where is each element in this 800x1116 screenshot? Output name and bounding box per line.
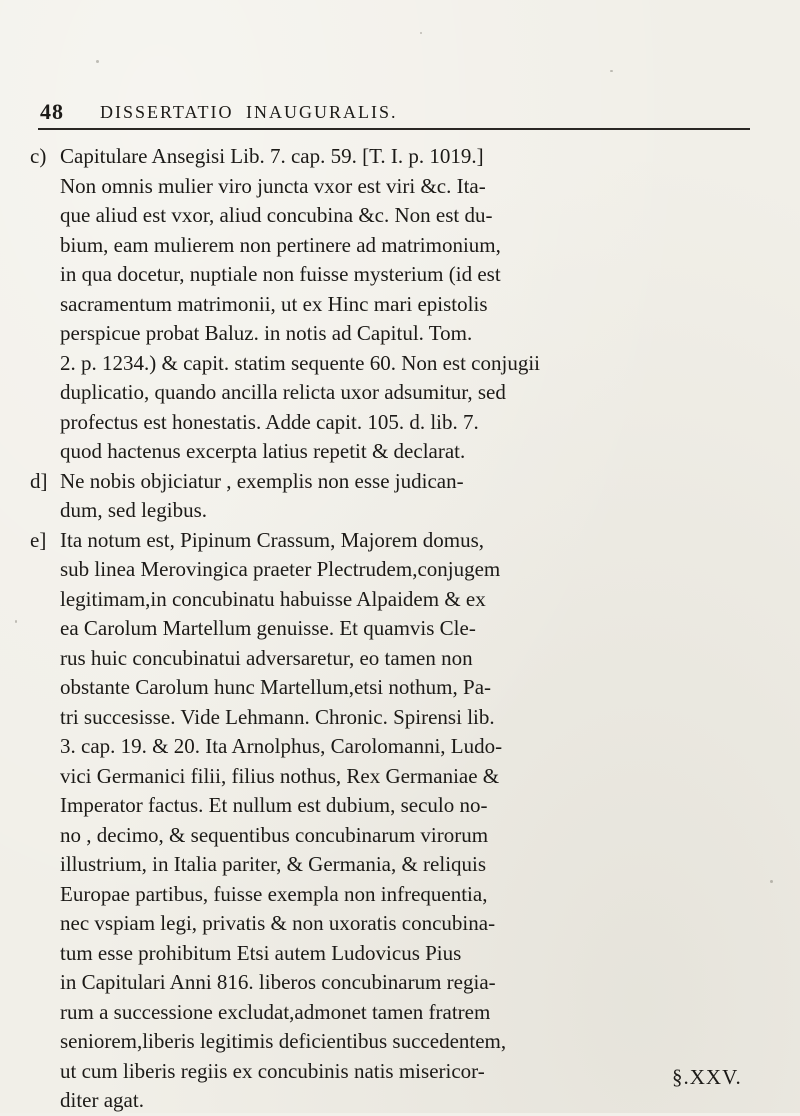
catchword: §.XXV. bbox=[672, 1065, 742, 1089]
footnote-label: c) bbox=[30, 144, 47, 168]
running-head: DISSERTATIO INAUGURALIS. bbox=[100, 102, 398, 122]
header-rule bbox=[38, 128, 750, 130]
footnote bbox=[30, 526, 765, 1116]
footnote-line: seniorem,liberis legitimis deficientibus succedentem, bbox=[60, 1029, 507, 1053]
footnote-line: perspicue probat Baluz. in notis ad Capitul. Tom. bbox=[60, 321, 473, 345]
paper-speck bbox=[420, 32, 422, 34]
footnote-line: nec vspiam legi, privatis & non uxoratis concubina- bbox=[60, 911, 496, 935]
footnote-line: 2. p. 1234.) & capit. statim sequente 60. Non est conjugii bbox=[60, 350, 541, 375]
footnote-line: Non omnis mulier viro juncta vxor est viri &c. Ita- bbox=[60, 173, 486, 198]
footnote-line: vici Germanici filii, filius nothus, Rex Germaniae & bbox=[60, 763, 500, 788]
footnote-line: dum, sed legibus. bbox=[60, 498, 207, 522]
footnote bbox=[30, 467, 765, 526]
paper-speck bbox=[15, 620, 17, 623]
footnote-line: ea Carolum Martellum genuisse. Et quamvis Cle- bbox=[60, 616, 476, 640]
footnote-line: que aliud est vxor, aliud concubina &c. Non est du- bbox=[60, 203, 493, 227]
footnote-line: sub linea Merovingica praeter Plectrudem,conjugem bbox=[60, 557, 501, 581]
footnote-line: no , decimo, & sequentibus concubinarum virorum bbox=[60, 822, 489, 847]
footnote-line: 3. cap. 19. & 20. Ita Arnolphus, Carolomanni, Ludo- bbox=[60, 734, 503, 758]
paper-speck bbox=[96, 60, 99, 63]
footnote-line: legitimam,in concubinatu habuisse Alpaidem & ex bbox=[60, 586, 486, 611]
footnotes-block bbox=[30, 142, 765, 1116]
page-header bbox=[40, 99, 770, 129]
footnote-line: rus huic concubinatui adversaretur, eo tamen non bbox=[60, 645, 473, 670]
footnote-line: Ne nobis objiciatur , exemplis non esse judican- bbox=[60, 468, 464, 493]
footnote-line: Capitulare Ansegisi Lib. 7. cap. 59. [T. I. p. 1019.] bbox=[60, 144, 484, 168]
footnote bbox=[30, 142, 765, 467]
footnote-line: tri succesisse. Vide Lehmann. Chronic. Spirensi lib. bbox=[60, 704, 495, 729]
footnote-line: duplicatio, quando ancilla relicta uxor adsumitur, sed bbox=[60, 380, 506, 404]
footnote-line: quod hactenus excerpta latius repetit & declarat. bbox=[60, 439, 466, 463]
footnote-line: profectus est honestatis. Adde capit. 105. d. lib. 7. bbox=[60, 409, 479, 434]
footnote-label: d] bbox=[30, 468, 48, 493]
footnote-line: bium, eam mulierem non pertinere ad matrimonium, bbox=[60, 232, 501, 257]
footnote-line: diter agat. bbox=[60, 1088, 144, 1112]
paper-speck bbox=[770, 880, 773, 883]
page-number: 48 bbox=[40, 99, 64, 124]
footnote-label: e] bbox=[30, 527, 47, 552]
footnote-line: in qua docetur, nuptiale non fuisse mysterium (id est bbox=[60, 262, 501, 286]
footnote-line: Europae partibus, fuisse exempla non infrequentia, bbox=[60, 881, 488, 906]
footnote-line: in Capitulari Anni 816. liberos concubinarum regia- bbox=[60, 970, 496, 994]
footnote-line: ut cum liberis regiis ex concubinis natis misericor- bbox=[60, 1058, 485, 1083]
footnote-line: tum esse prohibitum Etsi autem Ludovicus Pius bbox=[60, 940, 462, 965]
footnote-line: rum a successione excludat,admonet tamen fratrem bbox=[60, 999, 491, 1024]
footnote-line: obstante Carolum hunc Martellum,etsi nothum, Pa- bbox=[60, 675, 492, 699]
footnote-line: sacramentum matrimonii, ut ex Hinc mari epistolis bbox=[60, 291, 488, 316]
footnote-line: Imperator factus. Et nullum est dubium, seculo no- bbox=[60, 793, 488, 817]
footnote-line: Ita notum est, Pipinum Crassum, Majorem domus, bbox=[60, 527, 485, 552]
footnote-line: illustrium, in Italia pariter, & Germania, & reliquis bbox=[60, 852, 487, 876]
paper-speck bbox=[610, 70, 613, 72]
